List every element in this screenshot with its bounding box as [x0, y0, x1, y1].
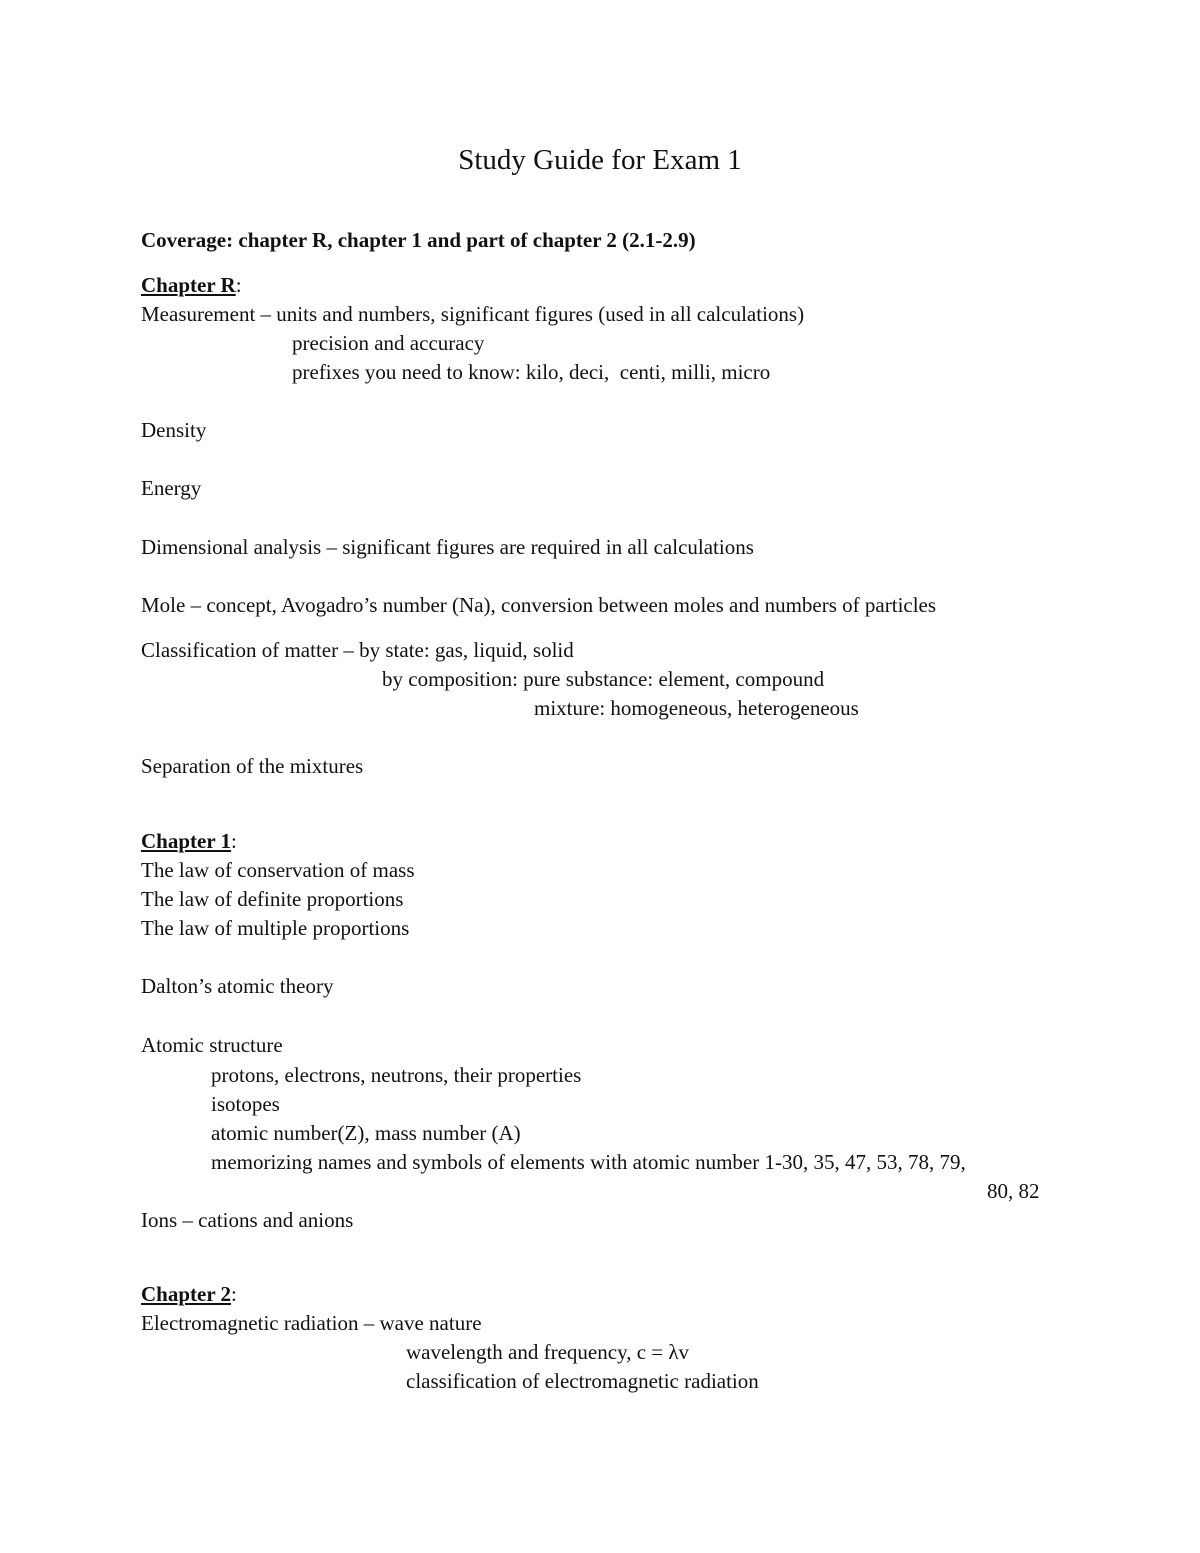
chapter-r-heading: Chapter R	[141, 273, 236, 297]
memorizing-line: memorizing names and symbols of elements with atomic number 1-30, 35, 47, 53, 78, 79,	[211, 1150, 966, 1174]
by-composition-line: by composition: pure substance: element, compound	[382, 667, 825, 691]
chapter-1-heading-line	[141, 827, 237, 856]
energy-line: Energy	[141, 476, 202, 500]
chapter-2-heading-line	[141, 1280, 237, 1309]
dalton-line: Dalton’s atomic theory	[141, 974, 334, 998]
atomic-structure-line: Atomic structure	[141, 1033, 283, 1057]
wavelength-line: wavelength and frequency, c = λv	[406, 1340, 690, 1364]
atomic-number-line: atomic number(Z), mass number (A)	[211, 1121, 521, 1145]
law-definite-line: The law of definite proportions	[141, 887, 404, 911]
separation-line: Separation of the mixtures	[141, 754, 364, 778]
dimensional-analysis-line: Dimensional analysis – significant figures are required in all calculations	[141, 535, 754, 559]
chapter-r-heading-line	[141, 271, 242, 300]
density-line: Density	[141, 418, 207, 442]
classification-line: Classification of matter – by state: gas, liquid, solid	[141, 638, 574, 662]
chapter-r-heading-colon: :	[235, 273, 242, 297]
mole-line: Mole – concept, Avogadro’s number (Na), conversion between moles and numbers of particles	[141, 593, 937, 617]
page-title: Study Guide for Exam 1	[458, 144, 742, 176]
mixture-line: mixture: homogeneous, heterogeneous	[534, 696, 859, 720]
law-conservation-line: The law of conservation of mass	[141, 858, 415, 882]
chapter-2-heading: Chapter 2	[141, 1282, 232, 1306]
chapter-1-heading: Chapter 1	[141, 829, 232, 853]
chapter-2-heading-colon: :	[231, 1282, 237, 1306]
em-radiation-line: Electromagnetic radiation – wave nature	[141, 1311, 482, 1335]
prefixes-line: prefixes you need to know: kilo, deci, centi, milli, micro	[292, 360, 771, 384]
memorizing-continued-line: 80, 82	[987, 1179, 1040, 1203]
law-multiple-line: The law of multiple proportions	[141, 916, 410, 940]
measurement-line: Measurement – units and numbers, significant figures (used in all calculations)	[141, 302, 805, 326]
classification-em-line: classification of electromagnetic radiation	[406, 1369, 759, 1393]
chapter-1-heading-colon: :	[231, 829, 237, 853]
precision-line: precision and accuracy	[292, 331, 485, 355]
protons-line: protons, electrons, neutrons, their properties	[211, 1063, 582, 1087]
coverage-line: Coverage: chapter R, chapter 1 and part of chapter 2 (2.1-2.9)	[141, 228, 696, 252]
ions-line: Ions – cations and anions	[141, 1208, 354, 1232]
isotopes-line: isotopes	[211, 1092, 280, 1116]
